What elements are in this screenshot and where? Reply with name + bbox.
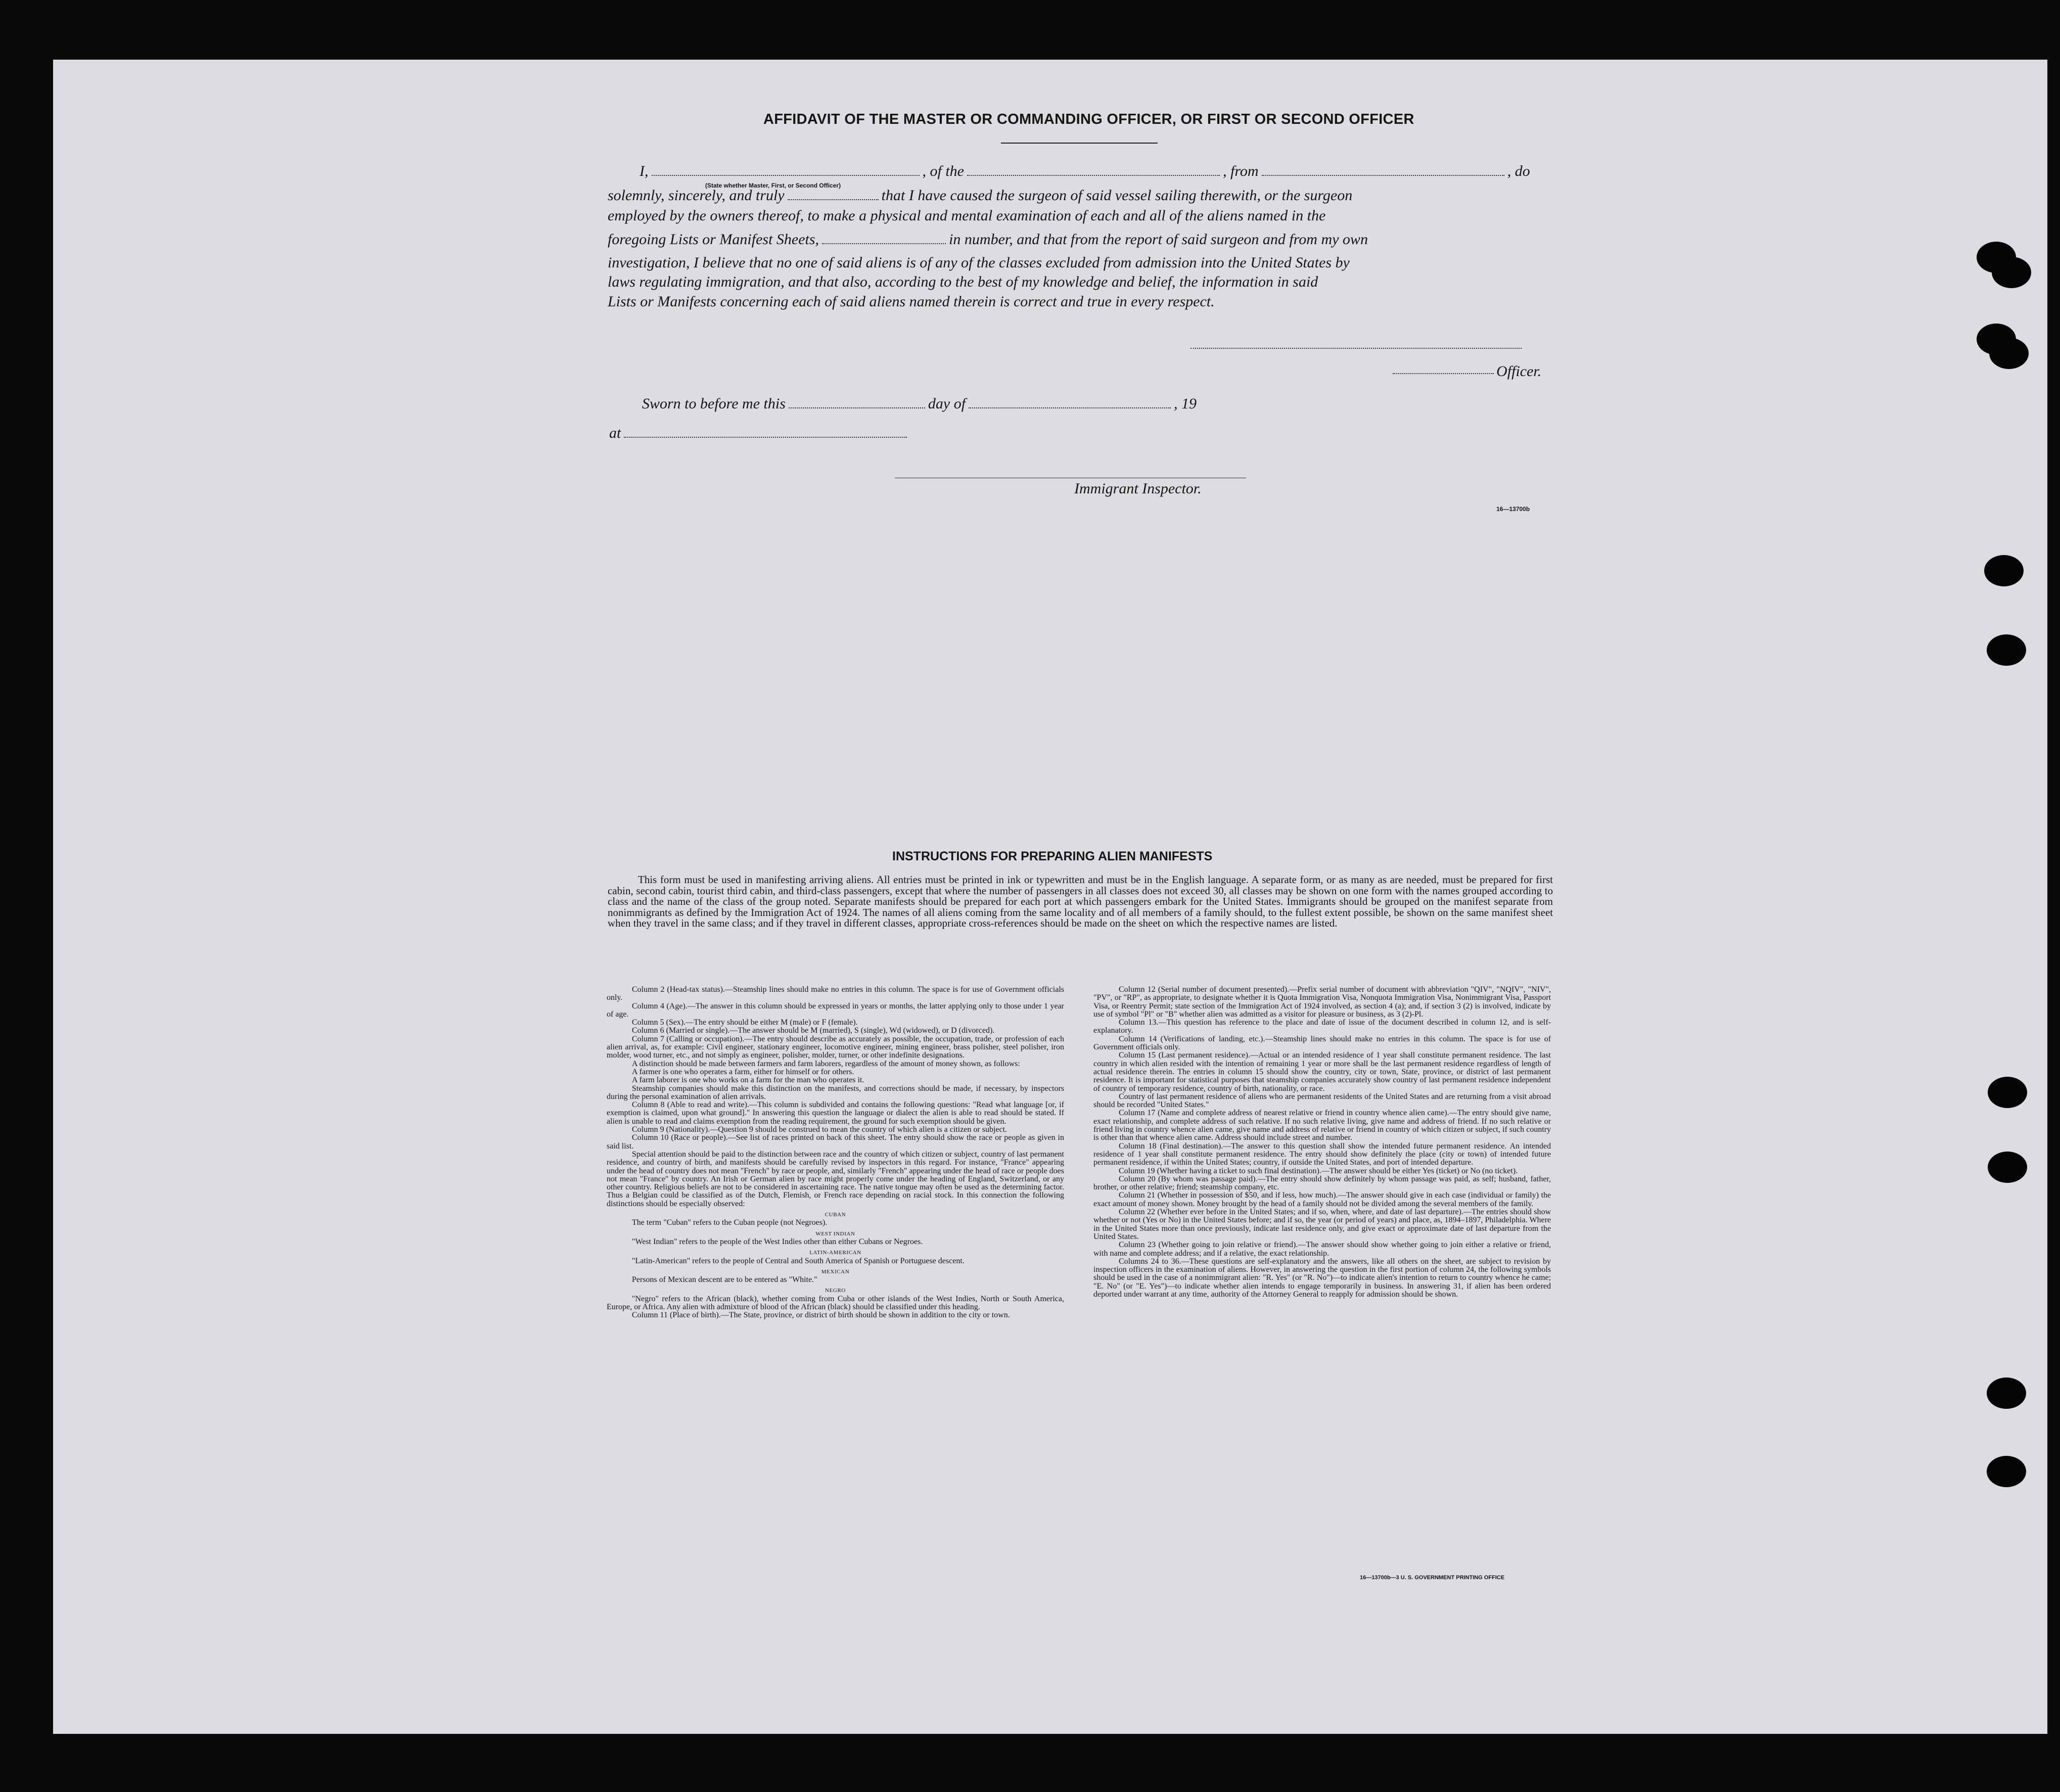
printing-office-footer: 16—13700b—3 U. S. GOVERNMENT PRINTING OFFICE — [1360, 1575, 1505, 1581]
text-do: , do — [1507, 163, 1530, 179]
column-note: Country of last permanent residence of aliens who are permanent residents of the United States and are returning from a visit abroad should be recorded "United States." — [1093, 1092, 1551, 1110]
column-note: Column 22 (Whether ever before in the United States; and if so, when, where, and date of last departure).—The entries should show whether or not (Yes or No) in the United States before; and if so, the year (or period of years) and place, as, 1894–1897, Philadelphia. Where in the United States more than once previously, indicate last residence only, and give exact or approximate date of last departure from the United States. — [1093, 1208, 1551, 1241]
section-heading: NEGRO — [825, 1288, 846, 1294]
text-i: I, — [639, 163, 649, 179]
text-from: , from — [1223, 163, 1259, 179]
officer-blank — [1393, 373, 1494, 374]
line2-start: solemnly, sincerely, and truly — [608, 187, 785, 204]
instructions-intro: This form must be used in manifesting arriving aliens. All entries must be printed in ink or typewritten and must be in the English language. A separate form, or as many as are needed, must be prepared for first cabin, second cabin, tourist third cabin, and third-class passengers, except that where the number of passengers in all classes does not exceed 30, all classes may be shown on one form with the names grouped according to class and the name of the class of the group noted. Separate manifests should be prepared for each port at which passengers embark for the United States. Immigrants should be grouped on the manifest separate from nonimmigrants as defined by the Immigration Act of 1924. The names of all aliens coming from the same locality and of all members of a family should, to the fullest extent possible, be shown on the same manifest sheet when they travel in the same class; and if they travel in different classes, appropriate cross-references should be made on the sheet on which the respective names are listed. — [608, 874, 1553, 929]
section-text: "Negro" refers to the African (black), whether coming from Cuba or other islands of the West Indies, North or South America, Europe, or Africa. Any alien with admixture of blood of the African (black) should be classified under this heading. — [607, 1294, 1064, 1311]
port-blank — [1262, 174, 1504, 176]
section-text: "West Indian" refers to the people of the West Indies other than either Cubans or Negroes. — [632, 1237, 923, 1246]
affidavit-line-6: laws regulating immigration, and that also, according to the best of my knowledge and belief, the information in said — [608, 273, 1318, 290]
punch-hole — [1992, 257, 2031, 288]
punch-hole — [1984, 555, 2024, 586]
instructions-left-column — [607, 986, 1064, 1320]
column-note: Column 5 (Sex).—The entry should be either M (male) or F (female). — [632, 1018, 858, 1027]
column-note: A farmer is one who operates a farm, either for himself or for others. — [632, 1067, 854, 1076]
column-note: Column 12 (Serial number of document presented).—Prefix serial number of document with abbreviation "QIV", "NQIV", "NIV", "PV", or "RP", as appropriate, to designate whether it is Quota Immigration Visa, Nonquota Immigration Visa, Nonimmigrant Visa, Passport Visa, or Reentry Permit; state section of the Immigration Act of 1924 involved, as section 4 (a); and, if section 3 (2) is involved, indicate by use of symbol "Pl" or "B" whether alien was admitted as a visitor for pleasure or business, as 3 (2)-Pl. — [1093, 985, 1551, 1019]
column-note: Column 7 (Calling or occupation).—The entry should describe as accurately as possible, the occupation, trade, or profession of each alien arrival, as, for example: Civil engineer, stationary engineer, locomotive engineer, mining engineer, brass polisher, steel polisher, iron molder, wood turner, etc., and not simply as engineer, polisher, molder, turner, or other indefinite designations. — [607, 1034, 1064, 1060]
form-code: 16—13700b — [1496, 506, 1530, 513]
at-label: at — [609, 425, 621, 441]
sworn-day: day of — [928, 395, 966, 412]
signature-line — [1191, 348, 1522, 349]
column-note: Column 11 (Place of birth).—The State, province, or district of birth should be shown in addition to the city or town. — [632, 1311, 1010, 1320]
officer-rank-note: (State whether Master, First, or Second Officer) — [705, 182, 841, 189]
section-text: "Latin-American" refers to the people of Central and South America of Spanish or Portuguese descent. — [632, 1256, 965, 1265]
line4-start: foregoing Lists or Manifest Sheets, — [608, 231, 819, 248]
column-note: Column 8 (Able to read and write).—This column is subdivided and contains the following questions: "Read what language [or, if exemption is claimed, upon what ground]." In answering this question the language or dialect the alien is able to read should be stated. If alien is unable to read and claims exemption from the reading requirement, the ground for such exemption should be given. — [607, 1100, 1064, 1126]
column-note: Column 4 (Age).—The answer in this column should be expressed in years or months, the latter applying only to those under 1 year of age. — [607, 1001, 1064, 1019]
column-note: Steamship companies should make this distinction on the manifests, and corrections should be made, if necessary, by inspectors during the personal examination of alien arrivals. — [607, 1084, 1064, 1101]
column-note: Column 21 (Whether in possession of $50, and if less, how much).—The answer should give in each case (individual or family) the exact amount of money shown. Money brought by the head of a family should not be divided among the several members of the family. — [1093, 1191, 1551, 1208]
instructions-title: INSTRUCTIONS FOR PREPARING ALIEN MANIFESTS — [892, 849, 1213, 863]
section-heading: MEXICAN — [821, 1268, 850, 1275]
vessel-blank — [967, 174, 1220, 176]
column-note: A farm laborer is one who works on a farm for the man who operates it. — [632, 1076, 864, 1085]
punch-hole — [1989, 338, 2029, 369]
section-text: Persons of Mexican descent are to be entered as "White." — [632, 1275, 817, 1284]
column-note: Column 14 (Verifications of landing, etc.).—Steamship lines should make no entries in this column. The space is for use of Government officials only. — [1093, 1034, 1551, 1052]
column-note: Column 6 (Married or single).—The answer should be M (married), S (single), Wd (widowed), or D (divorced). — [632, 1026, 995, 1035]
punch-hole — [1988, 1077, 2027, 1108]
month-blank — [969, 407, 1171, 408]
instructions-right-column — [1093, 986, 1551, 1299]
inspector-label: Immigrant Inspector. — [1074, 480, 1202, 497]
oath-blank — [788, 199, 879, 200]
name-blank — [652, 174, 920, 176]
punch-hole — [1987, 634, 2026, 666]
at-line — [609, 425, 910, 442]
column-note: Column 20 (By whom was passage paid).—The entry should show definitely by whom passage was paid, as self; husband, father, brother, or other relative; friend; steamship company, etc. — [1093, 1174, 1551, 1192]
column-note: Special attention should be paid to the distinction between race and the country of which citizen or subject, country of last permanent residence, and country of birth, and manifests should be carefully revised by inspectors in this regard. For instance, "France" appearing under the head of country does not mean "French" by race or people, and, similarly "French" appearing under the head of race or people does not mean "France" by country. An Irish or German alien by race might properly come under the heading of England, Switzerland, or any other country. Religious beliefs are not to be considered in ascertaining race. The native tongue may often be used as the determining factor. Thus a Belgian could be classified as of the Dutch, Flemish, or French race depending on racial stock. In this connection the following distinctions should be especially observed: — [607, 1150, 1064, 1208]
column-note: Column 2 (Head-tax status).—Steamship lines should make no entries in this column. The space is for use of Government officials only. — [607, 985, 1064, 1002]
affidavit-line-1 — [639, 163, 1530, 180]
line2-end: that I have caused the surgeon of said vessel sailing therewith, or the surgeon — [881, 187, 1353, 204]
column-note: Columns 24 to 36.—These questions are self-explanatory and the answers, like all others on the sheet, are subject to revision by inspection officers in the examination of aliens. However, in answering the question in the first portion of column 24, the following symbols should be used in the case of a nonimmigrant alien: "R. Yes" (or "R. No")—to indicate alien's intention to return to country whence he came; "E. No" (or "E. Yes")—to indicate whether alien intends to engage temporarily in business. In answering 31, if alien has been ordered deported under warrant at any time, authority of the Attorney General to reapply for admission should be shown. — [1093, 1257, 1551, 1299]
sworn-start: Sworn to before me this — [642, 395, 786, 412]
affidavit-title: AFFIDAVIT OF THE MASTER OR COMMANDING OFFICER, OR FIRST OR SECOND OFFICER — [763, 111, 1414, 127]
day-blank — [789, 407, 925, 408]
section-heading: CUBAN — [825, 1212, 846, 1218]
text-of-the: , of the — [922, 163, 964, 179]
column-note: Column 9 (Nationality).—Question 9 should be construed to mean the country of which alien is a citizen or subject. — [632, 1125, 1008, 1134]
affidavit-line-5: investigation, I believe that no one of said aliens is of any of the classes excluded from admission into the United States by — [608, 254, 1350, 271]
officer-label: Officer. — [1496, 363, 1542, 380]
column-note: Column 17 (Name and complete address of nearest relative or friend in country whence alien came).—The entry should give name, exact relationship, and complete address of such relative. If no such relative living, give name and address of friend. If no such relative or friend living in country whence alien came, give name and address of relative or friend in country of which citizen or subject, if such country is other than that whence alien came. Address should include street and number. — [1093, 1109, 1551, 1142]
line4-end: in number, and that from the report of said surgeon and from my own — [949, 231, 1368, 248]
place-blank — [624, 436, 907, 438]
affidavit-line-3: employed by the owners thereof, to make a physical and mental examination of each and all of the aliens named in the — [608, 207, 1326, 224]
title-rule — [1001, 143, 1158, 144]
punch-hole — [1987, 1377, 2026, 1409]
column-note: A distinction should be made between farmers and farm laborers, regardless of the amount of money shown, as follows: — [632, 1059, 1020, 1068]
column-note: Column 13.—This question has reference to the place and date of issue of the document described in column 12, and is self-explanatory. — [1093, 1018, 1551, 1035]
column-note: Column 10 (Race or people).—See list of races printed on back of this sheet. The entry should show the race or people as given in said list. — [607, 1133, 1064, 1151]
column-note: Column 18 (Final destination).—The answer to this question shall show the intended future permanent residence. An intended residence of 1 year shall constitute permanent residence. The entry should show definitely the place (city or town) of intended future permanent residence, if within the United States; country, if outside the United States, and port of intended departure. — [1093, 1141, 1551, 1167]
column-note: Column 19 (Whether having a ticket to such final destination).—The answer should be either Yes (ticket) or No (no ticket). — [1119, 1166, 1518, 1175]
sworn-year: , 19 — [1174, 395, 1197, 412]
affidavit-line-4 — [608, 231, 1368, 248]
section-text: The term "Cuban" refers to the Cuban people (not Negroes). — [632, 1218, 828, 1227]
affidavit-line-7: Lists or Manifests concerning each of said aliens named therein is correct and true in every respect. — [608, 293, 1215, 310]
affidavit-line-2 — [608, 187, 1352, 204]
section-heading: LATIN-AMERICAN — [809, 1250, 861, 1256]
punch-hole — [1988, 1152, 2027, 1183]
section-heading: WEST INDIAN — [815, 1230, 855, 1237]
column-note: Column 15 (Last permanent residence).—Actual or an intended residence of 1 year shall constitute permanent residence. The last country in which alien resided with the intention of remaining 1 year or more shall be the last permanent residence regardless of length of actual residence therein. The entries in column 15 should show the country, city or town, State, province, or district of last permanent residence. It is important for statistical purposes that steamship companies accurately show country of last permanent residence independent of country of temporary residence, country of birth, nationality, or race. — [1093, 1051, 1551, 1093]
column-note: Column 23 (Whether going to join relative or friend).—The answer should show whether going to join either a relative or friend, with name and complete address; and if a relative, the exact relationship. — [1093, 1240, 1551, 1258]
sworn-line — [642, 395, 1197, 412]
sheets-blank — [822, 243, 946, 244]
punch-hole — [1987, 1456, 2026, 1487]
